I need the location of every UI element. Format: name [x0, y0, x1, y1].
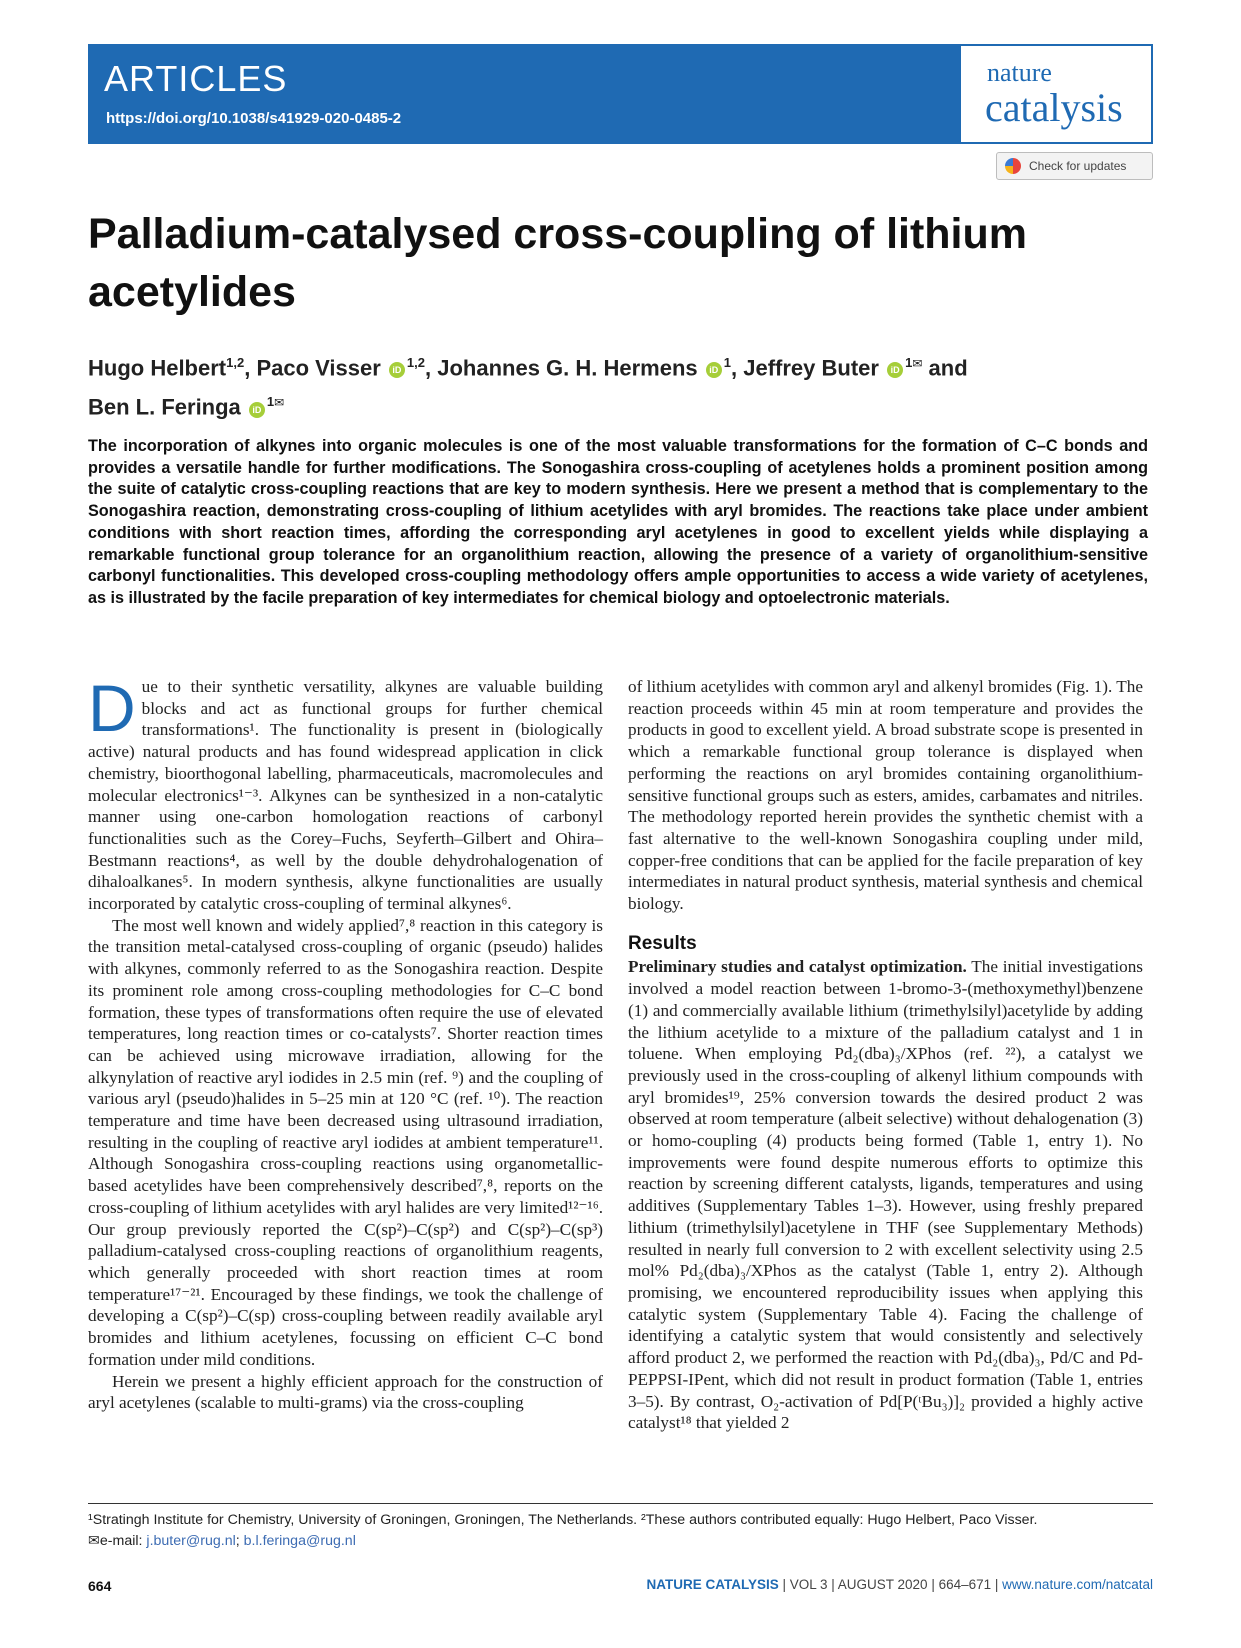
email-link[interactable]: b.l.feringa@rug.nl [243, 1533, 356, 1549]
author-affiliation: 1 [905, 355, 913, 370]
doi-link[interactable]: https://doi.org/10.1038/s41929-020-0485-2 [106, 110, 402, 127]
affiliation-footnote: ¹Stratingh Institute for Chemistry, University of Groningen, Groningen, The Netherlands. ²These authors contributed equally: Hugo Helbert, Paco Visser. [88, 1512, 1038, 1528]
abstract: The incorporation of alkynes into organic molecules is one of the most valuable transformations for the formation of C–C bonds and provides a versatile handle for further modifications. The Sonogashira cross-coupling of acetylenes holds a prominent position among the suite of catalytic cross-coupling reactions that are key to modern synthesis. Here we present a method that is complementary to the Sonogashira reaction, demonstrating cross-coupling of lithium acetylides with aryl bromides. The reactions take place under ambient conditions with short reaction times, affording the corresponding aryl acetylenes in good to excellent yields while displaying a remarkable functional group tolerance for an organolithium reaction, allowing the presence of a variety of organolithium-sensitive carbonyl functionalities. This developed cross-coupling methodology offers ample opportunities to access a wide variety of acetylenes, as is illustrated by the facile preparation of key intermediates for chemical biology and optoelectronic materials. [88, 437, 1148, 607]
email-label: e-mail: [99, 1533, 143, 1549]
orcid-icon[interactable]: iD [887, 362, 903, 378]
author-name[interactable]: Johannes G. H. Hermens [437, 355, 698, 381]
author-list: Hugo Helbert$^{1,2}$, Paco Visser iD$^{1,2}$, Johannes G. H. Hermens $iD^1$, Jeffrey Buter $iD^{1✉}$ and Ben L. Feringa $iD^{1✉}$ [88, 355, 968, 420]
subsection-runin-heading: Preliminary studies and catalyst optimization. [628, 957, 967, 977]
paragraph-text: ue to their synthetic versatility, alkynes are valuable building blocks and act as functional groups for further chemical transformations¹. The functionality is present in (biologically active) natural products and has found widespread application in click chemistry, bioorthogonal labelling, pharmaceuticals, macromolecules and molecular electronics¹⁻³. Alkynes can be synthesized in a non-catalytic manner using one-carbon homologation reactions of carbonyl functionalities such as the Corey–Fuchs, Seyferth–Gilbert and Ohira–Bestmann reactions⁴, as well by the double dehydrohalogenation of dihaloalkanes⁵. In modern synthesis, alkyne functionalities are usually incorporated by catalytic cross-coupling of terminal alkynes⁶. [88, 677, 603, 914]
body-paragraph [628, 956, 1143, 1433]
body-paragraph: The most well known and widely applied⁷,⁸ reaction in this category is the transition metal-catalysed cross-coupling of organic (pseudo) halides with alkynes, commonly referred to as the Sonogashira reaction. Despite its prominent role among cross-coupling methodologies for C–C bond formation, these types of transformations often require the use of elevated temperatures, long reaction times or co-catalysts⁷. Shorter reaction times can be achieved using microwave irradiation, allowing for the alkynylation of reactive aryl iodides in 2.5 min (ref. ⁹) and the coupling of various aryl (pseudo)halides in 5–25 min at 120 °C (ref. ¹⁰). The reaction temperature and time have been decreased using ultrasound irradiation, resulting in the coupling of reactive aryl iodides at ambient temperature¹¹. Although Sonogashira cross-coupling reactions using organometallic-based acetylides have been comprehensively described⁷,⁸, reports on the cross-coupling of lithium acetylides with aryl halides are very limited¹²⁻¹⁶. Our group previously reported the C(sp²)–C(sp²) and C(sp²)–C(sp³) palladium-catalysed cross-coupling reactions of organolithium reagents, which generally proceeded with short reaction times at room temperature¹⁷⁻²¹. Encouraged by these findings, we took the challenge of developing a C(sp²)–C(sp) cross-coupling between readily available aryl bromides and lithium acetylenes, focussing on efficient C–C bond formation under mild conditions. [88, 915, 603, 1369]
journal-logo [961, 46, 1151, 142]
body-paragraph: Herein we present a highly efficient approach for the construction of aryl acetylenes (scalable to multi-grams) via the cross-coupling [88, 1371, 603, 1413]
envelope-icon: ✉ [88, 1533, 100, 1549]
journal-citation [646, 1577, 1153, 1592]
author-name[interactable]: Ben L. Feringa [88, 394, 241, 420]
author-affiliation: 1 [723, 355, 732, 370]
check-for-updates-button[interactable] [996, 152, 1153, 180]
orcid-icon[interactable]: iD [249, 402, 265, 418]
page-number: 664 [88, 1578, 112, 1594]
section-label: ARTICLES [104, 58, 288, 99]
author-affiliation: 1,2 [226, 355, 245, 370]
article-title: Palladium-catalysed cross-coupling of lithium acetylides [88, 210, 1028, 316]
email-footnote [88, 1531, 1153, 1552]
logo-catalysis: catalysis [985, 85, 1123, 130]
authors-and: and [928, 355, 968, 381]
author-name[interactable]: Hugo Helbert [88, 355, 227, 381]
body-paragraph: of lithium acetylides with common aryl and alkenyl bromides (Fig. 1). The reaction proceeds within 45 min at room temperature and provides the products in good to excellent yield. A broad substrate scope is presented in which a remarkable functional group tolerance is displayed when performing the reactions on aryl bromides containing organolithium-sensitive functional groups such as esters, amides, carbamates and nitriles. The methodology reported herein provides the synthetic chemist with a fast alternative to the well-known Sonogashira coupling under mild, copper-free conditions that can be applied for the facile preparation of key intermediates in natural product synthesis, material synthesis and chemical biology. [628, 677, 1143, 914]
email-separator: ; [235, 1533, 240, 1549]
author-name[interactable]: Paco Visser [256, 355, 381, 381]
logo-nature: nature [987, 58, 1052, 87]
journal-name: NATURE CATALYSIS [646, 1577, 779, 1592]
footnote-divider [88, 1503, 1153, 1504]
body-column-left [88, 671, 603, 1414]
check-for-updates-label: Check for updates [1029, 159, 1127, 173]
envelope-icon[interactable]: ✉ [912, 356, 923, 371]
footnotes [88, 1510, 1153, 1552]
drop-cap: D [88, 671, 136, 745]
email-link[interactable]: j.buter@rug.nl [146, 1533, 236, 1549]
envelope-icon[interactable]: ✉ [274, 395, 285, 410]
author-name[interactable]: Jeffrey Buter [743, 355, 879, 381]
orcid-icon[interactable]: iD [706, 362, 722, 378]
author-affiliation: 1,2 [406, 355, 425, 370]
paragraph-text: The initial investigations involved a model reaction between 1-bromo-3-(methoxymethyl)benzene (1) and commercially available lithium (trimethylsilyl)acetylide by adding the lithium acetylide to a mixture of the palladium catalyst and 1 in toluene. When employing Pd₂(dba)₃/XPhos (ref. ²²), a catalyst we previously used in the cross-coupling of alkenyl lithium compounds with aryl bromides¹⁹, 25% conversion towards the desired product 2 was observed at room temperature (albeit selective) without dehalogenation (3) or homo-coupling (4) products being formed (Table 1, entry 1). No improvements were found despite numerous efforts to optimize this reaction by screening different catalysts, ligands, temperatures and using additives (Supplementary Tables 1–3). However, using freshly prepared lithium (trimethylsilyl)acetylene in THF (see Supplementary Methods) resulted in nearly full conversion to 2 with excellent selectivity using 2.5 mol% Pd₂(dba)₃/XPhos as the catalyst (Table 1, entry 2). Although promising, we encountered reproducibility issues when applying this catalytic system (Supplementary Table 4). Facing the challenge of identifying a catalytic system that would consistently and selectively afford product 2, we performed the reaction with Pd₂(dba)₃, Pd/C and Pd-PEPPSI-IPent, which did not result in product formation (Table 1, entries 3–5). By contrast, O₂-activation of Pd[P(ᵗBu₃)]₂ provided a highly active catalyst¹⁸ that yielded 2 [628, 957, 1143, 1433]
article-type-banner [88, 44, 1153, 144]
issue-info: | VOL 3 | AUGUST 2020 | 664–671 | [782, 1577, 999, 1592]
section-heading-results: Results [628, 932, 697, 954]
orcid-icon[interactable]: iD [389, 362, 405, 378]
body-paragraph [88, 671, 603, 915]
journal-url[interactable]: www.nature.com/natcatal [1002, 1577, 1153, 1592]
author-affiliation: 1 [266, 394, 275, 410]
crossmark-icon [1005, 158, 1021, 174]
body-column-right [628, 676, 1143, 1434]
